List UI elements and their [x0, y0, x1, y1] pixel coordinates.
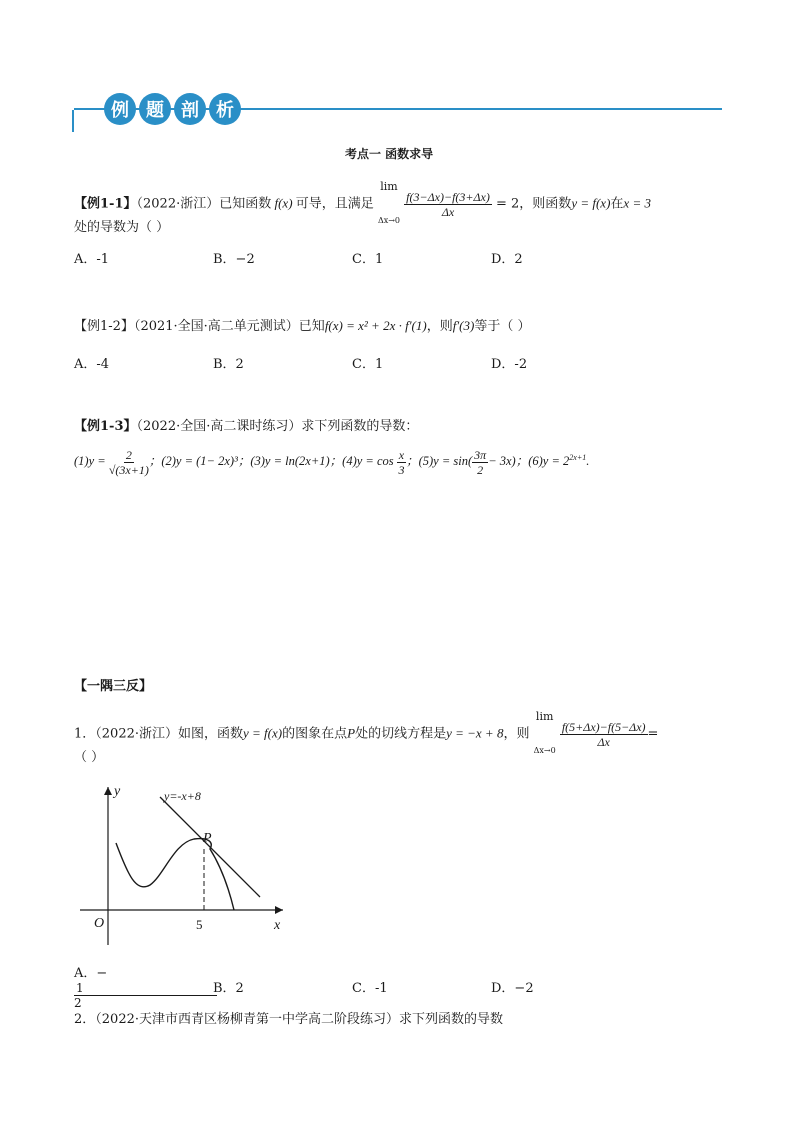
banner-badge: 题	[139, 93, 171, 125]
practice-q1	[74, 700, 658, 768]
option-c[interactable]: C．1	[352, 357, 384, 372]
fraction-numerator: 2	[125, 447, 132, 462]
question-text: 处的切线方程是	[355, 726, 447, 742]
example-text: 求下列函数的导数：	[301, 419, 419, 434]
item-end: .	[586, 454, 590, 469]
item-6: ；(6)y = 2	[515, 454, 570, 469]
math-expr: y = −x + 8	[446, 725, 504, 741]
y-axis-arrow	[104, 787, 112, 795]
example-text: 已知	[298, 319, 325, 334]
section-title: 考点一 函数求导	[345, 147, 434, 161]
example-source: （2021·全国·高二单元测试）	[133, 319, 299, 334]
example-text: 等于（ ）	[474, 319, 531, 334]
fraction-denominator: 2	[74, 996, 82, 1010]
question-source: （2022·浙江）	[95, 726, 178, 742]
example-label: 【例1-2】	[74, 319, 134, 334]
math-expr: P	[347, 725, 356, 741]
option-a[interactable]: A．-1	[74, 252, 110, 267]
x-axis-arrow	[275, 906, 283, 914]
fraction-numerator: 3π	[474, 447, 487, 462]
option-a-prefix: A．−	[74, 966, 108, 981]
example-text: 可导，且满足	[295, 196, 374, 212]
item-2: ；(2)y = (1− 2x)³	[148, 454, 238, 469]
function-graph	[78, 775, 298, 950]
math-expr: y = f(x)	[571, 195, 611, 211]
limit-operator	[534, 700, 556, 768]
math-expr: = 2	[496, 196, 520, 212]
function-curve	[116, 839, 234, 910]
math-expr: f(x) = x² + 2x · f′(1)	[324, 318, 427, 333]
x-tick-label: 5	[196, 917, 203, 932]
question-text: 如图，函数	[178, 726, 244, 742]
point-label: P	[203, 831, 212, 846]
option-b[interactable]: B．−2	[213, 252, 255, 267]
option-a-fraction	[74, 981, 213, 1010]
fraction-numerator: x	[398, 447, 405, 462]
question-text: 的图象在点	[282, 726, 348, 742]
difference-quotient	[404, 190, 492, 219]
math-expr: y = f(x)	[243, 725, 283, 741]
practice-heading: 【一隅三反】	[74, 679, 153, 694]
tangent-line	[160, 797, 260, 897]
example-text: ，则函数	[519, 196, 572, 212]
lim-subscript: Δx→0	[533, 746, 556, 755]
option-c[interactable]: C．-1	[352, 980, 388, 996]
option-d[interactable]: D．2	[491, 252, 523, 267]
option-a[interactable]: A．-4	[74, 357, 110, 372]
banner-badge: 例	[104, 93, 136, 125]
option-d[interactable]: D．−2	[491, 980, 534, 996]
option-b[interactable]: B．2	[213, 980, 244, 996]
math-expr: f(x)	[271, 195, 296, 211]
tangent-label: y=-x+8	[164, 789, 201, 803]
y-axis-label: y	[114, 784, 121, 799]
fraction-denominator: 2	[477, 462, 484, 477]
question-text: （2022·天津市西青区杨柳青第一中学高二阶段练习）求下列函数的导数	[95, 1012, 503, 1027]
item-5-tail: − 3x)	[488, 454, 516, 469]
header-rule-stub	[72, 110, 74, 132]
math-expr: =	[647, 726, 659, 742]
question-text: ，则	[503, 726, 530, 742]
example-label: 【例1-3】	[74, 419, 137, 434]
origin-label: O	[94, 916, 105, 931]
example-text: 已知函数	[219, 196, 272, 212]
math-expr: f′(3)	[452, 318, 475, 333]
banner-badge: 析	[209, 93, 241, 125]
fraction-denominator: Δx	[597, 734, 610, 749]
example-source: （2022·全国·高二课时练习）	[136, 419, 302, 434]
example-1-3	[74, 415, 418, 434]
example-1-1-line2: 处的导数为（ ）	[74, 220, 170, 235]
options-q1	[74, 962, 630, 1010]
fraction-denominator: Δx	[441, 204, 455, 219]
options-1-2	[74, 353, 630, 372]
example-label: 【例1-1】	[74, 196, 137, 212]
item-5-fraction	[472, 448, 488, 477]
item-3: ；(3)y = ln(2x+1)	[237, 454, 330, 469]
banner-badge: 剖	[174, 93, 206, 125]
option-d[interactable]: D．-2	[491, 357, 528, 372]
item-4-fraction	[397, 448, 406, 477]
section-banner	[104, 93, 241, 125]
math-expr: x = 3	[623, 195, 651, 211]
limit-operator	[378, 170, 400, 238]
option-b[interactable]: B．2	[213, 357, 244, 372]
lim-label: lim	[380, 180, 398, 193]
fraction-numerator: f(3−Δx)−f(3+Δx)	[406, 189, 490, 204]
derivative-items	[74, 440, 589, 479]
option-a[interactable]	[74, 962, 213, 1010]
example-text: 在	[610, 196, 624, 212]
question-number: 2．	[74, 1012, 96, 1027]
options-1-1	[74, 248, 630, 267]
item-1: (1)y =	[74, 454, 106, 469]
item-5: ；(5)y = sin(	[406, 454, 473, 469]
question-number: 1．	[74, 726, 96, 742]
example-source: （2022·浙江）	[136, 196, 220, 212]
x-axis-label: x	[274, 918, 281, 933]
fraction-numerator: 1	[74, 981, 217, 996]
fraction-numerator: f(5+Δx)−f(5−Δx)	[561, 719, 646, 734]
practice-q1-paren: （ ）	[74, 750, 105, 765]
example-1-2	[74, 315, 530, 334]
item-6-exponent: 2x+1	[569, 453, 587, 462]
item-1-fraction	[109, 448, 149, 477]
item-4: ；(4)y = cos	[329, 454, 394, 469]
option-c[interactable]: C．1	[352, 252, 384, 267]
fraction-denominator: 3	[398, 462, 405, 477]
difference-quotient	[560, 720, 648, 749]
lim-label: lim	[535, 710, 554, 723]
practice-q2	[74, 1008, 503, 1027]
example-text: ，则	[426, 319, 453, 334]
lim-subscript: Δx→0	[377, 216, 401, 225]
fraction-denominator: √(3x+1)	[108, 462, 149, 477]
